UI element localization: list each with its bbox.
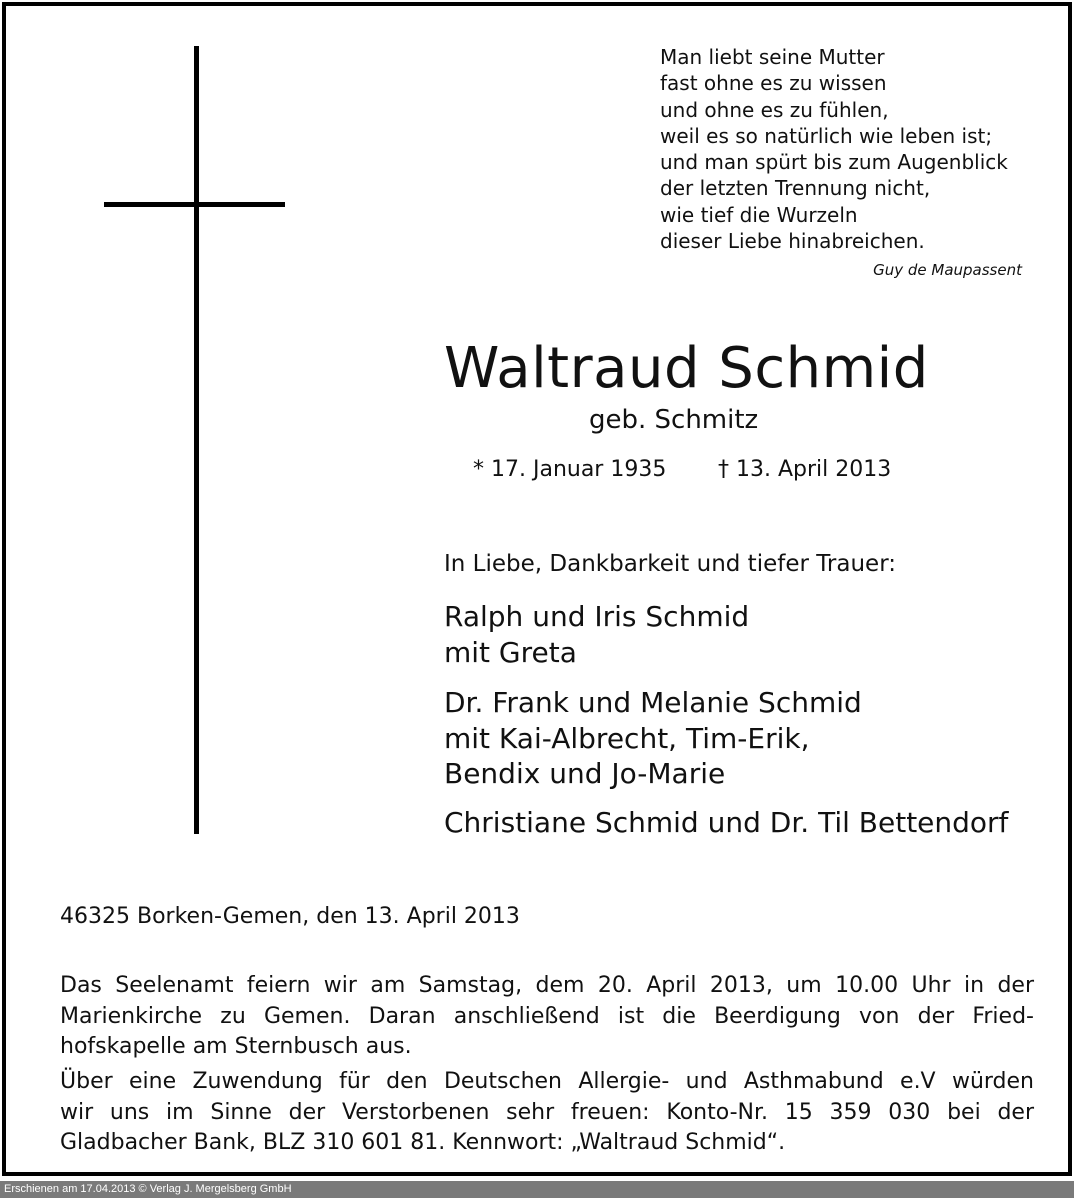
deceased-name: Waltraud Schmid — [444, 336, 929, 401]
paragraph-line: Über eine Zuwendung für den Deutschen Allergie- und Asthmabund e.V würden — [60, 1069, 1034, 1094]
birth-date: * 17. Januar 1935 — [473, 457, 667, 482]
poem-line: und man spürt bis zum Augenblick — [660, 150, 1008, 175]
poem-line: dieser Liebe hinabreichen. — [660, 229, 925, 254]
paragraph-line: Marienkirche zu Gemen. Daran anschließend ist die Beerdigung von der Fried- — [60, 1003, 1034, 1029]
donation-paragraph — [60, 1067, 1034, 1159]
death-date: † 13. April 2013 — [718, 457, 892, 482]
poem-line: fast ohne es zu wissen — [660, 71, 887, 96]
publication-footer: Erschienen am 17.04.2013 © Verlag J. Mergelsberg GmbH — [0, 1181, 1074, 1198]
mourners-intro: In Liebe, Dankbarkeit und tiefer Trauer: — [444, 551, 897, 577]
mourner-line: mit Greta — [444, 635, 577, 669]
poem-author: Guy de Maupassent — [873, 261, 1022, 279]
mourner-group — [444, 599, 749, 670]
mourner-line: Ralph und Iris Schmid — [444, 600, 750, 633]
obituary-frame — [2, 2, 1072, 1176]
cross-icon — [194, 46, 199, 834]
mourner-group — [444, 805, 1008, 841]
poem-line: weil es so natürlich wie leben ist; — [660, 123, 993, 148]
birth-name: geb. Schmitz — [589, 405, 759, 435]
poem-line: der letzten Trennung nicht, — [660, 176, 931, 201]
paragraph-line: Das Seelenamt feiern wir am Samstag, dem 20. April 2013, um 10.00 Uhr in der — [60, 973, 1034, 998]
mourner-line: Dr. Frank und Melanie Schmid — [444, 686, 862, 719]
poem-line: Man liebt seine Mutter — [660, 45, 885, 69]
paragraph-line: wir uns im Sinne der Verstorbenen sehr freuen: Konto-Nr. 15 359 030 bei der — [60, 1099, 1034, 1125]
paragraph-line: Gladbacher Bank, BLZ 310 601 81. Kennwort: „Waltraud Schmid“. — [60, 1130, 786, 1155]
mourner-group — [444, 685, 862, 792]
service-paragraph — [60, 971, 1034, 1063]
poem — [660, 44, 1008, 254]
cross-icon-crossbar — [104, 202, 285, 207]
mourner-line: Christiane Schmid und Dr. Til Bettendorf — [444, 806, 1009, 839]
mourner-line: mit Kai-Albrecht, Tim-Erik, — [444, 721, 810, 755]
place-date: 46325 Borken-Gemen, den 13. April 2013 — [60, 904, 520, 929]
paragraph-line: hofskapelle am Sternbusch aus. — [60, 1034, 412, 1059]
mourner-line: Bendix und Jo-Marie — [444, 757, 726, 790]
poem-line: wie tief die Wurzeln — [660, 202, 858, 227]
poem-line: und ohne es zu fühlen, — [660, 97, 889, 122]
